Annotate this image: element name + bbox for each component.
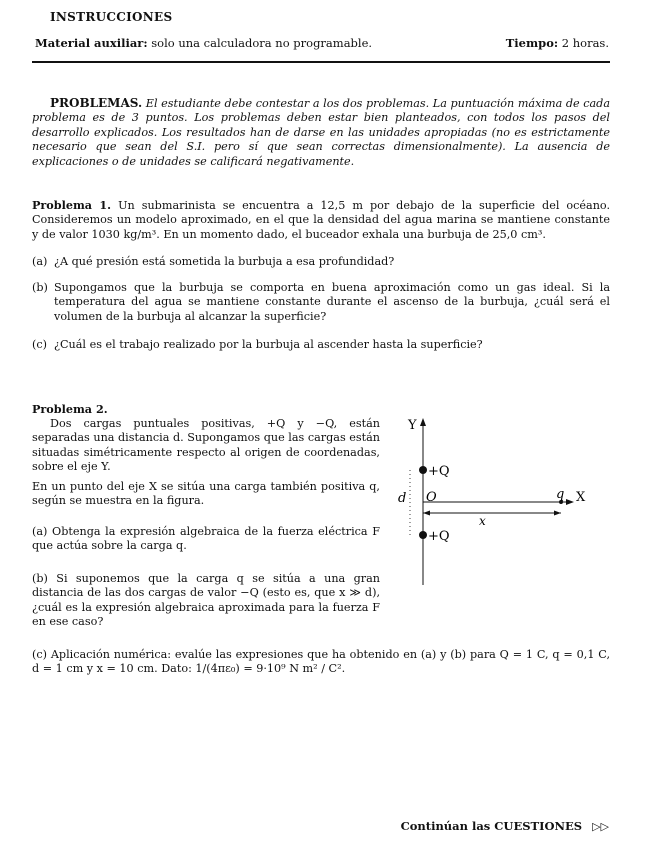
- footer-text: Continúan las CUESTIONES: [400, 819, 583, 833]
- problemas-intro: [32, 96, 610, 169]
- header-divider: [32, 61, 610, 63]
- d-label: d: [398, 491, 407, 506]
- problema2-item-b: (b) Si suponemos que la carga q se sitúa a una gran distancia de las dos cargas de valor −Q (esto es, que x ≫ d), ¿cuál es la expresión algebraica aproximada para la fuerza F en ese caso?: [32, 572, 380, 629]
- item-text: ¿Cuál es el trabajo realizado por la burbuja al ascender hasta la superficie?: [54, 338, 483, 351]
- charge-bottom-label: +Q: [428, 529, 450, 544]
- time-label: Tiempo:: [505, 36, 559, 50]
- x-axis-arrow: [566, 499, 574, 505]
- problema1-item-b: [32, 281, 610, 324]
- item-label: (c): [32, 338, 47, 351]
- item-label: (b): [32, 281, 48, 294]
- x-dim-arrow-right: [554, 511, 561, 516]
- problemas-instructions: El estudiante debe contestar a los dos problemas. La puntuación máxima de cada problema es de 3 puntos. Los problemas deben estar bien planteados, con todos los pasos del desarrollo explicados. Los resultados han de darse en las unidades apropiadas (no es estrictamente necesario que sean del S.I. pero sí que sean correctas dimensionalmente). La ausencia de explicaciones o de unidades se calificará negativamente.: [32, 97, 611, 168]
- x-dim-arrow-left: [423, 511, 430, 516]
- item-text: Supongamos que la burbuja se comporta en buena aproximación como un gas ideal. Si la temperatura del agua se mantiene constante durante el ascenso de la burbuja, ¿cuál será el volumen de la burbuja al alcanzar la superficie?: [54, 281, 610, 323]
- x-dimension-label: x: [479, 514, 486, 528]
- problema1-item-c: [32, 338, 610, 352]
- problema2-statement: Dos cargas puntuales positivas, +Q y −Q, están separadas una distancia d. Supongamos que las cargas están situadas simétricamente respecto al origen de coordenadas, sobre el eje Y.: [32, 417, 380, 474]
- time-value: 2 horas.: [561, 36, 609, 50]
- next-arrow-icon: ▷▷: [592, 820, 609, 833]
- item-text: ¿A qué presión está sometida la burbuja a esa profundidad?: [54, 255, 395, 268]
- time-line: [506, 36, 609, 50]
- footer-continue: [401, 819, 609, 833]
- material-line: [35, 36, 372, 50]
- x-axis-label: X: [576, 490, 586, 505]
- problema1-heading: Problema 1.: [32, 198, 112, 212]
- material-label: Material auxiliar:: [35, 36, 148, 50]
- origin-label: O: [426, 490, 437, 505]
- problema1-text: Un submarinista se encuentra a 12,5 m por debajo de la superficie del océano. Consideremos un modelo aproximado, en el que la densidad del agua marina se mantiene constante y de valor 1030 kg/m³. En un momento dado, el buceador exhala una burbuja de 25,0 cm³.: [32, 199, 611, 241]
- item-label: (a): [32, 255, 48, 268]
- problema2-statement2: En un punto del eje X se sitúa una carga también positiva q, según se muestra en la figura.: [32, 480, 380, 508]
- charge-q-label: q: [556, 487, 565, 502]
- charge-top-label: +Q: [428, 464, 450, 479]
- y-axis-label: Y: [408, 418, 417, 433]
- charge-diagram: [390, 410, 615, 590]
- problema1-item-a: [32, 255, 610, 269]
- charge-top-dot: [419, 466, 427, 474]
- problema2-item-a: (a) Obtenga la expresión algebraica de la fuerza eléctrica F que actúa sobre la carga q.: [32, 525, 380, 553]
- material-text: solo una calculadora no programable.: [151, 36, 373, 50]
- header-title: INSTRUCCIONES: [50, 10, 173, 24]
- problema2-heading: Problema 2.: [32, 402, 108, 416]
- problemas-heading: PROBLEMAS.: [50, 96, 143, 110]
- problema1-statement: [32, 198, 610, 242]
- problema2-item-c: (c) Aplicación numérica: evalúe las expresiones que ha obtenido en (a) y (b) para Q = 1 C, q = 0,1 C, d = 1 cm y x = 10 cm. Dato: 1/(4πε₀) = 9·10⁹ N m² / C².: [32, 648, 610, 676]
- y-axis-arrow: [420, 418, 426, 426]
- charge-bottom-dot: [419, 531, 427, 539]
